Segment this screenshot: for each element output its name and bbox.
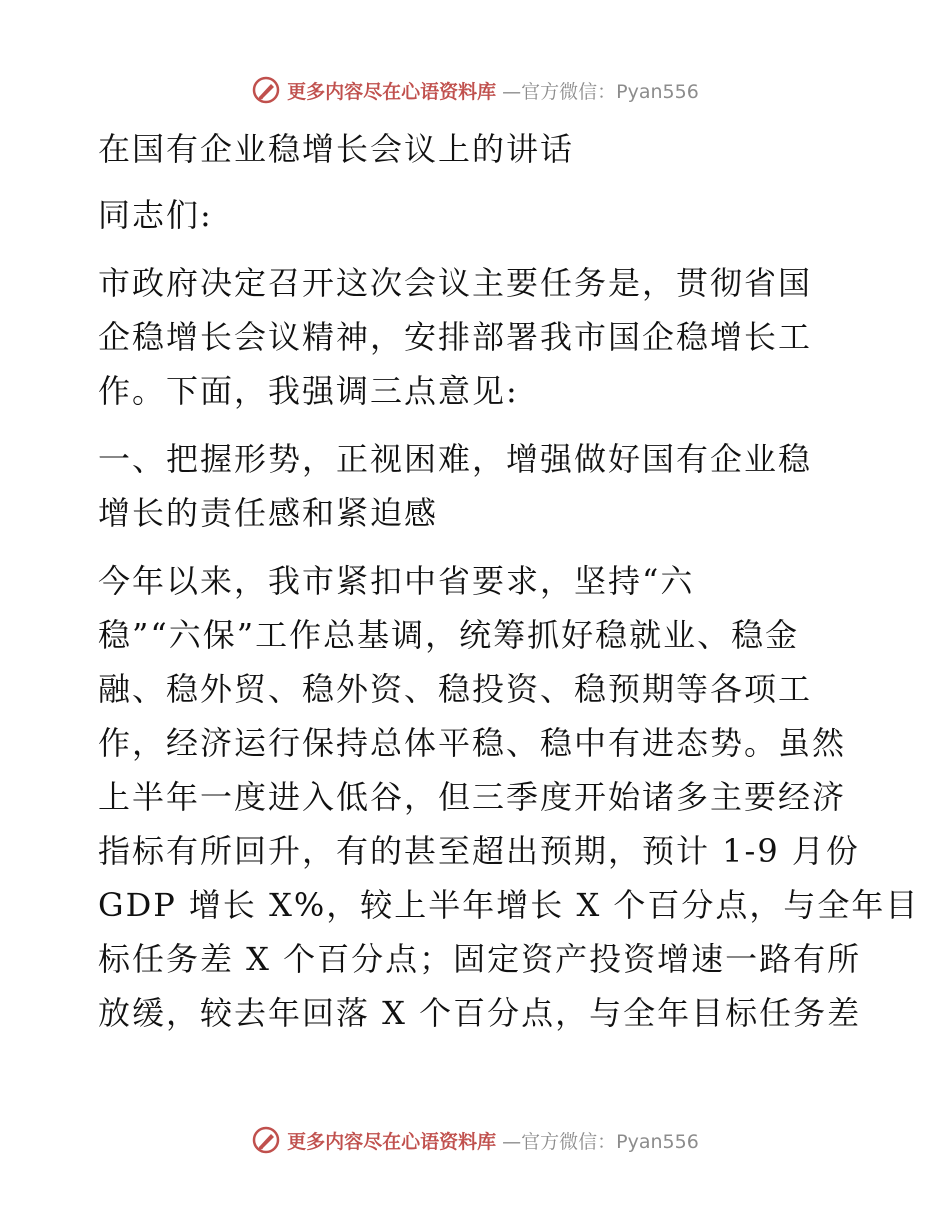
footer-watermark <box>0 1122 950 1158</box>
paragraph-line: 今年以来，我市紧扣中省要求，坚持“六 <box>98 562 695 600</box>
pen-logo-icon <box>251 75 281 105</box>
watermark-red-text: 更多内容尽在心语资料库 <box>287 1130 497 1153</box>
salutation: 同志们: <box>98 196 213 234</box>
paragraph-1 <box>98 256 858 418</box>
paragraph-line: 指标有所回升，有的甚至超出预期，预计 1-9 月份 <box>98 832 860 870</box>
document-body <box>98 122 920 1040</box>
paragraph-line: 放缓，较去年回落 X 个百分点，与全年目标任务差 <box>98 994 862 1032</box>
paragraph-line: 作，经济运行保持总体平稳、稳中有进态势。虽然 <box>98 724 847 762</box>
heading-line: 增长的责任感和紧迫感 <box>98 494 439 532</box>
heading-line: 一、把握形势，正视困难，增强做好国有企业稳 <box>98 440 813 478</box>
paragraph-2 <box>98 554 920 1040</box>
paragraph-line: GDP 增长 X%，较上半年增长 X 个百分点，与全年目 <box>98 886 920 924</box>
pen-logo-icon <box>251 1125 281 1155</box>
paragraph-line: 标任务差 X 个百分点；固定资产投资增速一路有所 <box>98 940 862 978</box>
document-title: 在国有企业稳增长会议上的讲话 <box>98 130 575 168</box>
header-watermark <box>0 72 950 108</box>
section-heading-1 <box>98 432 858 540</box>
watermark-gray-text: —官方微信：Pyan556 <box>502 1130 699 1153</box>
paragraph-line: 企稳增长会议精神，安排部署我市国企稳增长工 <box>98 318 813 356</box>
watermark-gray-text: —官方微信：Pyan556 <box>502 80 699 103</box>
paragraph-line: 作。下面，我强调三点意见: <box>98 372 519 410</box>
paragraph-line: 稳”“六保”工作总基调，统筹抓好稳就业、稳金 <box>98 616 800 654</box>
paragraph-line: 上半年一度进入低谷，但三季度开始诸多主要经济 <box>98 778 847 816</box>
paragraph-line: 市政府决定召开这次会议主要任务是，贯彻省国 <box>98 264 813 302</box>
watermark-red-text: 更多内容尽在心语资料库 <box>287 80 497 103</box>
paragraph-line: 融、稳外贸、稳外资、稳投资、稳预期等各项工 <box>98 670 813 708</box>
